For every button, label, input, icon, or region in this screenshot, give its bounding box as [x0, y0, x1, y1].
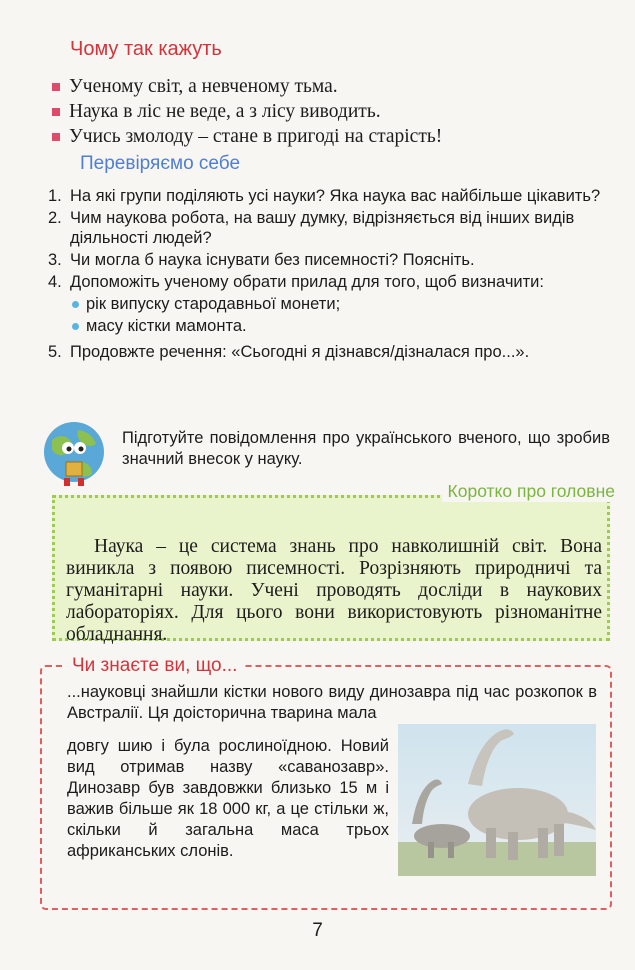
- check-title: Перевіряємо себе: [80, 153, 241, 174]
- list-item: Наука в ліс не веде, а з лісу виводить.: [52, 99, 442, 124]
- list-item: Ученому світ, а невченому тьма.: [52, 74, 442, 99]
- list-item: Учись змолоду – стане в пригоді на старість!: [52, 124, 442, 149]
- bullet-dot-icon: [72, 323, 79, 330]
- did-you-know-text-top: ...науковці знайшли кістки нового виду динозавра під час розкопок в Австралії. Ця доісторична тварина мала: [67, 683, 597, 722]
- sub-item: масу кістки мамонта.: [70, 316, 613, 336]
- sayings-list: [52, 74, 442, 149]
- question-item: 2. Чим наукова робота, на вашу думку, відрізняється від інших видів діяльності людей?: [48, 209, 575, 247]
- page-number: 7: [312, 920, 323, 941]
- question-item: 1. На які групи поділяють усі науки? Яка наука вас найбільше цікавить?: [48, 187, 601, 205]
- dinosaur-image: [398, 724, 596, 876]
- did-you-know-title: Чи знаєте ви, що...: [66, 655, 243, 677]
- questions-list: [48, 186, 613, 364]
- bullet-square-icon: [52, 133, 60, 141]
- summary-text: Наука – це система знань про навколишній світ. Вона виникла з появою писемності. Розрізняють природничі та гуманітарні науки. Учені проводять досліди в наукових лабораторіях. Для цього вони використовують різноманітне обладнання.: [66, 536, 602, 645]
- sub-list: [70, 294, 613, 336]
- bullet-dot-icon: [72, 301, 79, 308]
- question-item: 4. Допоможіть ученому обрати прилад для того, щоб визначити: рік випуску стародавньої монети; масу кістки мамонта.: [48, 272, 613, 336]
- sayings-title: Чому так кажуть: [70, 38, 222, 60]
- question-item: 3. Чи могла б наука існувати без писемності? Поясніть.: [48, 251, 475, 269]
- bullet-square-icon: [52, 83, 60, 91]
- globe-mascot-icon: [38, 418, 110, 490]
- bullet-square-icon: [52, 108, 60, 116]
- question-item: 5. Продовжте речення: «Сьогодні я дізнався/дізналася про...».: [48, 343, 530, 361]
- task-text: Підготуйте повідомлення про українського вченого, що зробив значний внесок у науку.: [122, 429, 610, 468]
- summary-title: Коротко про головне: [442, 481, 621, 502]
- sub-item: рік випуску стародавньої монети;: [70, 294, 613, 314]
- did-you-know-text-left: довгу шию і була рослиноїдною. Новий вид отримав назву «саванозавр». Динозавр був завдовжки близько 15 м і важив більше як 18 000 кг, а це стільки ж, скільки й загальна маса трьох африканських слонів.: [67, 737, 389, 860]
